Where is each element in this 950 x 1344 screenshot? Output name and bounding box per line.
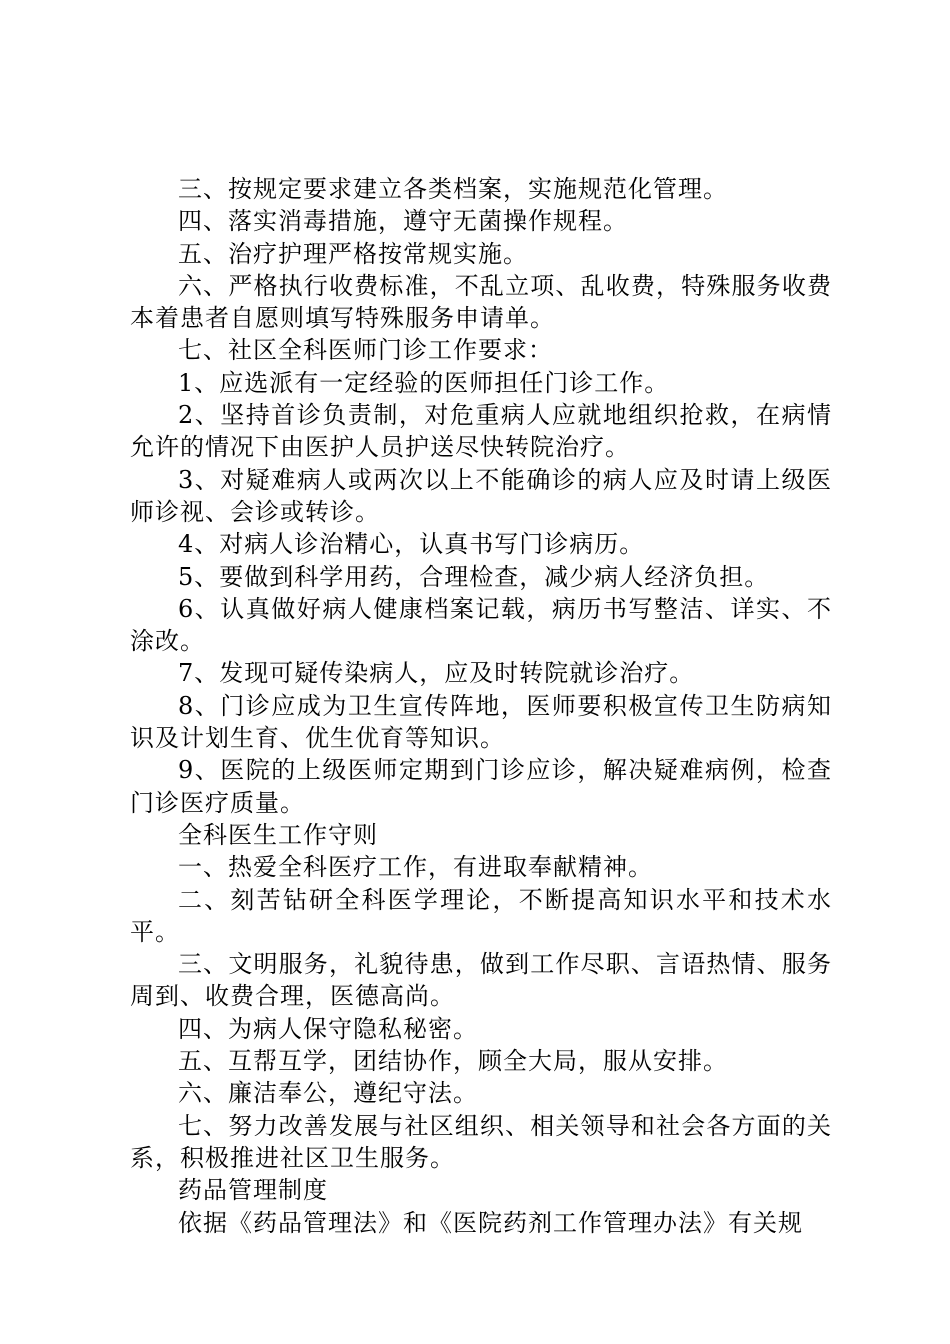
paragraph: 二、刻苦钻研全科医学理论，不断提高知识水平和技术水平。 [130, 885, 832, 946]
paragraph: 3、对疑难病人或两次以上不能确诊的病人应及时请上级医师诊视、会诊或转诊。 [130, 465, 832, 526]
paragraph: 5、要做到科学用药，合理检查，减少病人经济负担。 [178, 562, 770, 591]
paragraph: 7、发现可疑传染病人，应及时转院就诊治疗。 [178, 659, 695, 688]
document-body [130, 173, 832, 1239]
paragraph: 六、廉洁奉公，遵纪守法。 [178, 1079, 478, 1108]
paragraph: 8、门诊应成为卫生宣传阵地，医师要积极宣传卫生防病知识及计划生育、优生优育等知识。 [130, 691, 832, 753]
paragraph: 4、对病人诊治精心，认真书写门诊病历。 [178, 530, 645, 559]
paragraph: 五、互帮互学，团结协作，顾全大局，服从安排。 [178, 1047, 728, 1076]
paragraph: 七、社区全科医师门诊工作要求： [178, 336, 553, 365]
paragraph: 依据《药品管理法》和《医院药剂工作管理办法》有关规 [178, 1208, 803, 1237]
paragraph: 1、应选派有一定经验的医师担任门诊工作。 [178, 368, 670, 397]
paragraph: 9、医院的上级医师定期到门诊应诊，解决疑难病例，检查门诊医疗质量。 [130, 756, 832, 817]
section-heading: 全科医生工作守则 [178, 820, 378, 849]
paragraph: 三、按规定要求建立各类档案，实施规范化管理。 [178, 175, 728, 203]
paragraph: 四、落实消毒措施，遵守无菌操作规程。 [178, 207, 628, 236]
paragraph: 6、认真做好病人健康档案记载，病历书写整洁、详实、不涂改。 [130, 594, 832, 656]
paragraph: 六、严格执行收费标准，不乱立项、乱收费，特殊服务收费本着患者自愿则填写特殊服务申请单。 [130, 271, 832, 333]
paragraph: 三、文明服务，礼貌待患，做到工作尽职、言语热情、服务周到、收费合理，医德高尚。 [130, 950, 832, 1011]
paragraph: 五、治疗护理严格按常规实施。 [178, 239, 528, 268]
paragraph: 七、努力改善发展与社区组织、相关领导和社会各方面的关系，积极推进社区卫生服务。 [130, 1111, 832, 1172]
paragraph: 四、为病人保守隐私秘密。 [178, 1014, 478, 1043]
section-heading: 药品管理制度 [178, 1176, 328, 1205]
paragraph: 2、坚持首诊负责制，对危重病人应就地组织抢救，在病情允许的情况下由医护人员护送尽快转院治疗。 [130, 401, 832, 462]
paragraph: 一、热爱全科医疗工作，有进取奉献精神。 [178, 853, 653, 882]
